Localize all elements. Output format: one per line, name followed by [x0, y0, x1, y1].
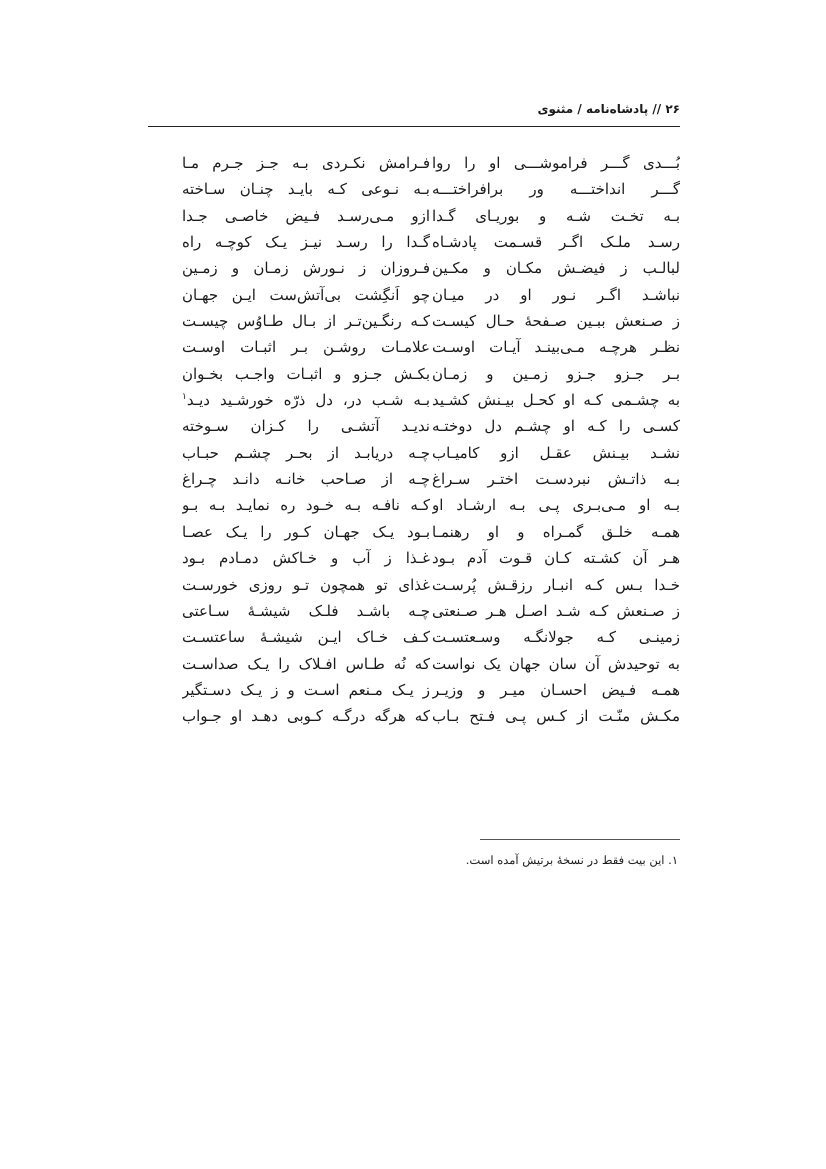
right-hemistich: نباشـد اگـر نـور او در میـان [432, 285, 680, 304]
left-hemistich: کـه نافـه بـه خـود ره نمایـد بـه بـو [182, 496, 430, 515]
right-hemistich: بـه او مـی‌بـری پـی بـه ارشـاد او [432, 496, 680, 515]
left-hemistich: بـه شـب در، دل ذرّه خورشـید دیـد$^۱$ [182, 391, 430, 410]
right-hemistich: بـر جـزو جـزو زمـین و زمـان [432, 364, 680, 383]
right-hemistich: کسـی را کـه او چشـم دل دوختـه [432, 417, 680, 436]
right-hemistich: همـه خلـق گمـراه و او رهنمـا [432, 522, 680, 541]
right-hemistich: بُـــدی گـــر فراموشـــی او را روا [432, 154, 680, 172]
left-hemistich: بـود یـک جهـان کـور را یـک عصـا [182, 522, 430, 541]
left-hemistich: فـرامش نکـردی بـه جـز جـرم مـا [182, 154, 430, 172]
right-hemistich: نشـد بیـنش عقـل ازو کامیـاب [432, 443, 680, 462]
right-hemistich: ز صـنعش ببـین صـفحهٔ حـال کیسـت [432, 312, 680, 331]
right-hemistich: رسـد ملـک اگـر قسـمت پادشـاه [432, 233, 680, 252]
right-hemistich: به توحیدش آن سان جهان یک نواست [432, 654, 680, 673]
left-hemistich: کـه رنگـین‌تـر از بـال طـاوُس چیسـت [182, 312, 430, 331]
left-hemistich: چو اَنگِشت بی‌آتش‌ست ایـن جهـان [182, 285, 430, 304]
page-header [148, 100, 680, 127]
left-hemistich: چـه باشـد فلـک شیشـهٔ سـاعتی [182, 601, 430, 620]
right-hemistich: به چشـمی کـه او کحـل بیـنش کشـید [432, 391, 680, 410]
left-hemistich: ندیـد آتشـی را کـزان سـوخته [182, 417, 430, 436]
footnote-divider [480, 839, 680, 840]
left-hemistich: علامـات روشـن بـر اثبـات اوسـت [182, 338, 430, 357]
right-hemistich: مکـش منّـت از کـس پـی فـتح بـاب [432, 707, 680, 726]
left-hemistich: که نُه طـاس افـلاک را یـک صداسـت [182, 654, 430, 673]
left-hemistich: که هرگه درگـه کـوبی دهـد او جـواب [182, 707, 430, 726]
footnote-reference: ۱ [182, 392, 187, 403]
left-hemistich: غذای تو همچون تـو روزی خورسـت [182, 575, 430, 594]
left-hemistich: غـذا ز آب و خـاکش دمـادم بـود [182, 549, 430, 568]
running-head: ۲۶ // پادشاه‌نامه / مثنوی [537, 102, 680, 116]
poem-column-right [432, 150, 680, 730]
left-hemistich: چـه از صـاحب خانـه دانـد چـراغ [182, 470, 430, 489]
left-hemistich: فـروزان ز نـورش زمـان و زمـین [182, 259, 430, 278]
left-hemistich: بـه نـوعی کـه بایـد چنـان سـاخته [182, 180, 430, 199]
footnote: ۱. این بیت فقط در نسخهٔ برتیش آمده است. [465, 853, 678, 867]
left-hemistich: کـف خـاک ایـن شیشـهٔ ساعتسـت [182, 628, 430, 647]
right-hemistich: زمینـی کـه جولانگـه وسـعتسـت [432, 628, 680, 647]
right-hemistich: لبالـب ز فیضـش مکـان و مکـین [432, 259, 680, 278]
right-hemistich: ز صـنعش کـه شـد اصـل هـر صـنعتی [432, 601, 680, 620]
poem-column-left [182, 150, 430, 730]
left-hemistich: بکـش جـزو و اثبـات واجـب بخـوان [182, 364, 430, 383]
left-hemistich: ز یـک مـنعم اسـت و ز یـک دسـتگیر [182, 680, 430, 699]
left-hemistich: گـدا را رسـد نیـز یـک کوچـه راه [182, 233, 430, 252]
left-hemistich: چـه دریابـد از بحـر چشـم حبـاب [182, 443, 430, 462]
right-hemistich: همـه فـیض احسـان میـر و وزیـر [432, 680, 680, 699]
right-hemistich: بـه ذاتـش نبردسـت اختـر سـراغ [432, 470, 680, 489]
right-hemistich: خـدا بـس کـه انبـار رزقـش پُرسـت [432, 575, 680, 594]
right-hemistich: بـه تخـت شـه و بوریـای گـدا [432, 206, 680, 225]
left-hemistich: ازو مـی‌رسـد فـیض خاصـی جـدا [182, 206, 430, 225]
right-hemistich: هـر آن کشـته کـان قـوت آدم بـود [432, 549, 680, 568]
right-hemistich: گـــر انداختـــه ور برافراختـــه [432, 180, 680, 199]
right-hemistich: نظـر هرچـه مـی‌بینـد آیـات اوسـت [432, 338, 680, 357]
